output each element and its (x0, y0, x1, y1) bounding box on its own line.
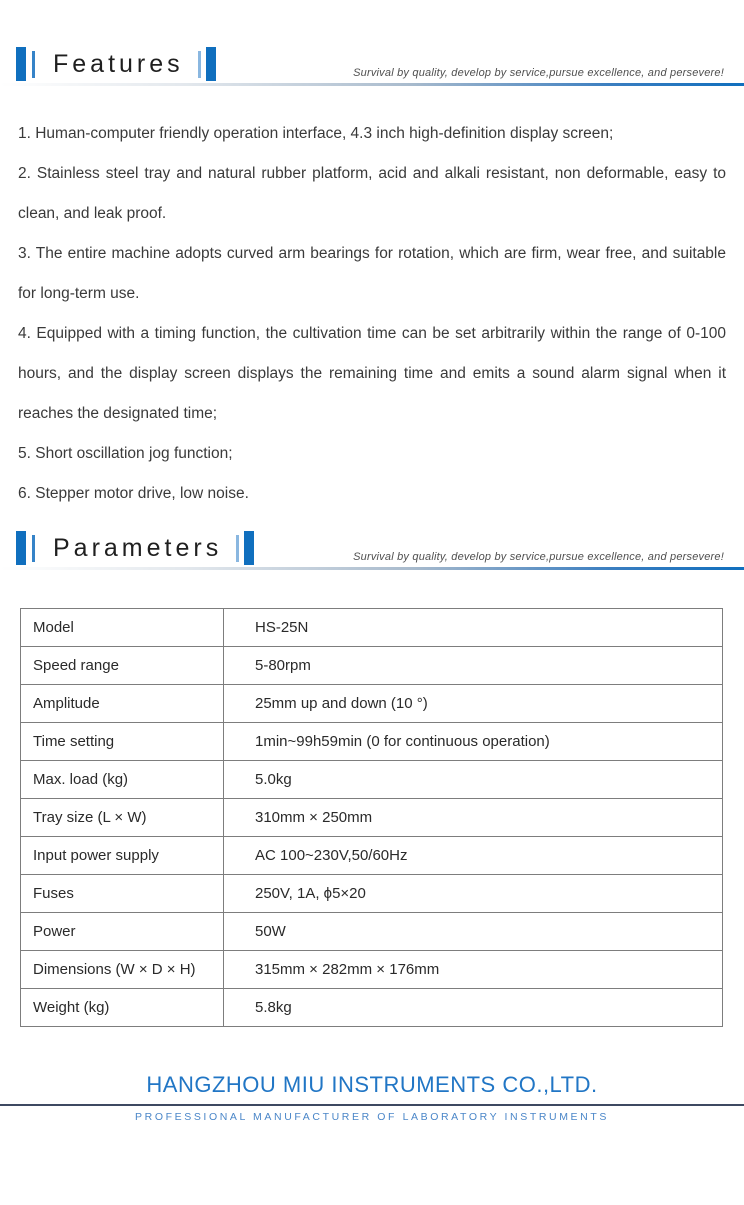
table-row (21, 875, 723, 913)
table-row (21, 799, 723, 837)
param-value: 310mm × 250mm (224, 799, 723, 837)
features-header (16, 46, 744, 82)
table-row (21, 723, 723, 761)
param-label: Weight (kg) (21, 989, 224, 1027)
accent-bar-thin-icon (32, 51, 35, 78)
company-slogan: Survival by quality, develop by service,pursue excellence, and persevere! (353, 551, 724, 563)
param-value: 50W (224, 913, 723, 951)
footer-divider (0, 1104, 744, 1106)
param-value: HS-25N (224, 609, 723, 647)
param-label: Fuses (21, 875, 224, 913)
feature-item: 3. The entire machine adopts curved arm bearings for rotation, which are firm, wear free, and suitable for long-term use. (18, 245, 726, 302)
feature-item: 6. Stepper motor drive, low noise. (18, 485, 249, 502)
parameters-title: Parameters (53, 534, 223, 562)
feature-item: 2. Stainless steel tray and natural rubber platform, acid and alkali resistant, non deformable, easy to clean, and leak proof. (18, 165, 726, 222)
param-value: 5-80rpm (224, 647, 723, 685)
table-row (21, 609, 723, 647)
table-row (21, 647, 723, 685)
param-label: Power (21, 913, 224, 951)
param-value: 1min~99h59min (0 for continuous operation) (224, 723, 723, 761)
param-label: Tray size (L × W) (21, 799, 224, 837)
header-gradient-rule (0, 83, 744, 86)
accent-bar-thick-icon (16, 531, 26, 565)
table-row (21, 913, 723, 951)
param-value: 250V, 1A, ϕ5×20 (224, 875, 723, 913)
param-value: 5.0kg (224, 761, 723, 799)
accent-bar-thin-icon (236, 535, 239, 562)
param-value: 25mm up and down (10 °) (224, 685, 723, 723)
param-label: Dimensions (W × D × H) (21, 951, 224, 989)
company-subtitle: PROFESSIONAL MANUFACTURER OF LABORATORY INSTRUMENTS (135, 1111, 609, 1123)
param-value: 5.8kg (224, 989, 723, 1027)
param-label: Max. load (kg) (21, 761, 224, 799)
feature-item: 5. Short oscillation jog function; (18, 445, 233, 462)
table-row (21, 951, 723, 989)
feature-item: 1. Human-computer friendly operation interface, 4.3 inch high-definition display screen; (18, 125, 614, 142)
param-value: 315mm × 282mm × 176mm (224, 951, 723, 989)
accent-bar-thick-icon (16, 47, 26, 81)
param-label: Input power supply (21, 837, 224, 875)
company-name: HANGZHOU MIU INSTRUMENTS CO.,LTD. (146, 1072, 598, 1097)
features-section (0, 0, 744, 514)
param-label: Speed range (21, 647, 224, 685)
param-label: Amplitude (21, 685, 224, 723)
param-label: Model (21, 609, 224, 647)
param-value: AC 100~230V,50/60Hz (224, 837, 723, 875)
parameters-header (16, 530, 744, 566)
accent-bar-thin-icon (198, 51, 201, 78)
table-row (21, 685, 723, 723)
header-gradient-rule (0, 567, 744, 570)
features-list (18, 114, 726, 514)
parameters-section (0, 514, 744, 1027)
table-row (21, 837, 723, 875)
table-row (21, 761, 723, 799)
table-row (21, 989, 723, 1027)
param-label: Time setting (21, 723, 224, 761)
accent-bar-thin-icon (32, 535, 35, 562)
accent-bar-thick-icon (206, 47, 216, 81)
accent-bar-thick-icon (244, 531, 254, 565)
features-title: Features (53, 50, 184, 78)
footer (0, 1072, 744, 1123)
parameters-table (20, 608, 723, 1027)
company-slogan: Survival by quality, develop by service,pursue excellence, and persevere! (353, 67, 724, 79)
feature-item: 4. Equipped with a timing function, the cultivation time can be set arbitrarily within the range of 0-100 hours, and the display screen displays the remaining time and emits a sound alarm signal when it reaches the designated time; (18, 325, 726, 422)
